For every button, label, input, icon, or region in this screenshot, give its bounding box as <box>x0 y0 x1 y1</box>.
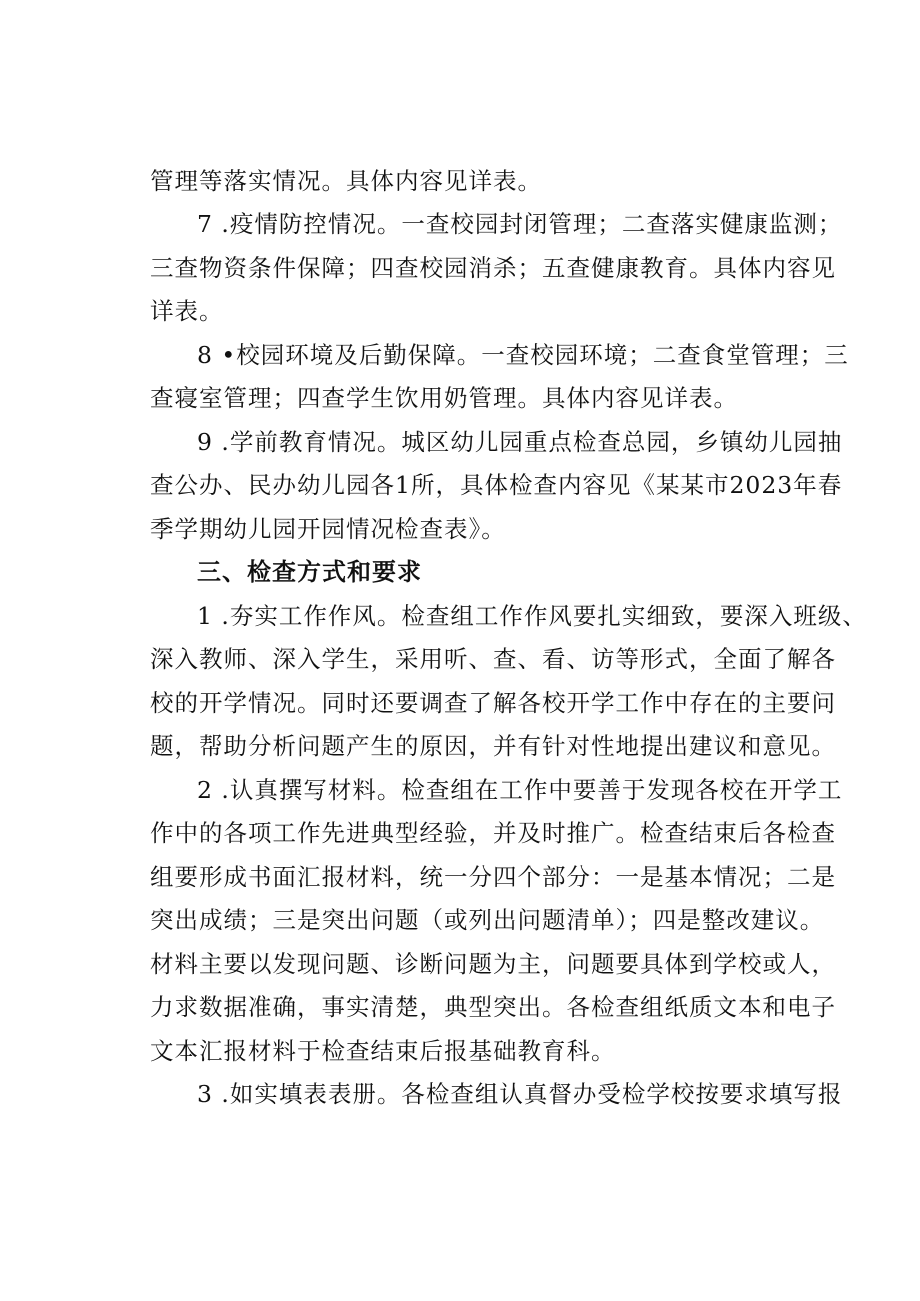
text-line: 三查物资条件保障；四查校园消杀；五查健康教育。具体内容见 <box>150 254 836 282</box>
text-line: 季学期幼儿园开园情况检查表》。 <box>150 515 506 543</box>
text-line: 9 .学前教育情况。城区幼儿园重点检查总园，乡镇幼儿园抽 <box>197 428 843 456</box>
text-line: 查公办、民办幼儿园各1所，具体检查内容见《某某市2023年春 <box>150 471 843 499</box>
text-line: 校的开学情况。同时还要调查了解各校开学工作中存在的主要问 <box>150 689 836 717</box>
text-line: 详表。 <box>150 297 224 325</box>
text-line: 管理等落实情况。具体内容见详表。 <box>150 167 542 195</box>
text-line: 7 .疫情防控情况。一查校园封闭管理；二查落实健康监测； <box>197 210 843 238</box>
section-heading: 三、检查方式和要求 <box>197 558 422 586</box>
text-line: 作中的各项工作先进典型经验，并及时推广。检查结束后各检查 <box>150 819 836 847</box>
text-line: 题，帮助分析问题产生的原因，并有针对性地提出建议和意见。 <box>150 732 836 760</box>
text-line: 力求数据准确，事实清楚，典型突出。各检查组纸质文本和电子 <box>150 993 836 1021</box>
text-line: 材料主要以发现问题、诊断问题为主，问题要具体到学校或人， <box>150 950 836 978</box>
text-line: 1 .夯实工作作风。检查组工作作风要扎实细致，要深入班级、 <box>197 602 867 630</box>
text-line: 查寝室管理；四查学生饮用奶管理。具体内容见详表。 <box>150 384 738 412</box>
text-line: 2 .认真撰写材料。检查组在工作中要善于发现各校在开学工 <box>197 776 843 804</box>
text-line: 组要形成书面汇报材料，统一分四个部分：一是基本情况；二是 <box>150 863 836 891</box>
text-line: 文本汇报材料于检查结束后报基础教育科。 <box>150 1037 616 1065</box>
text-line: 3 .如实填表表册。各检查组认真督办受检学校按要求填写报 <box>197 1080 843 1108</box>
text-line: 突出成绩；三是突出问题（或列出问题清单）；四是整改建议。 <box>150 906 825 934</box>
text-line: 8 •校园环境及后勤保障。一查校园环境；二查食堂管理；三 <box>197 341 849 369</box>
text-line: 深入教师、深入学生，采用听、查、看、访等形式，全面了解各 <box>150 645 836 673</box>
